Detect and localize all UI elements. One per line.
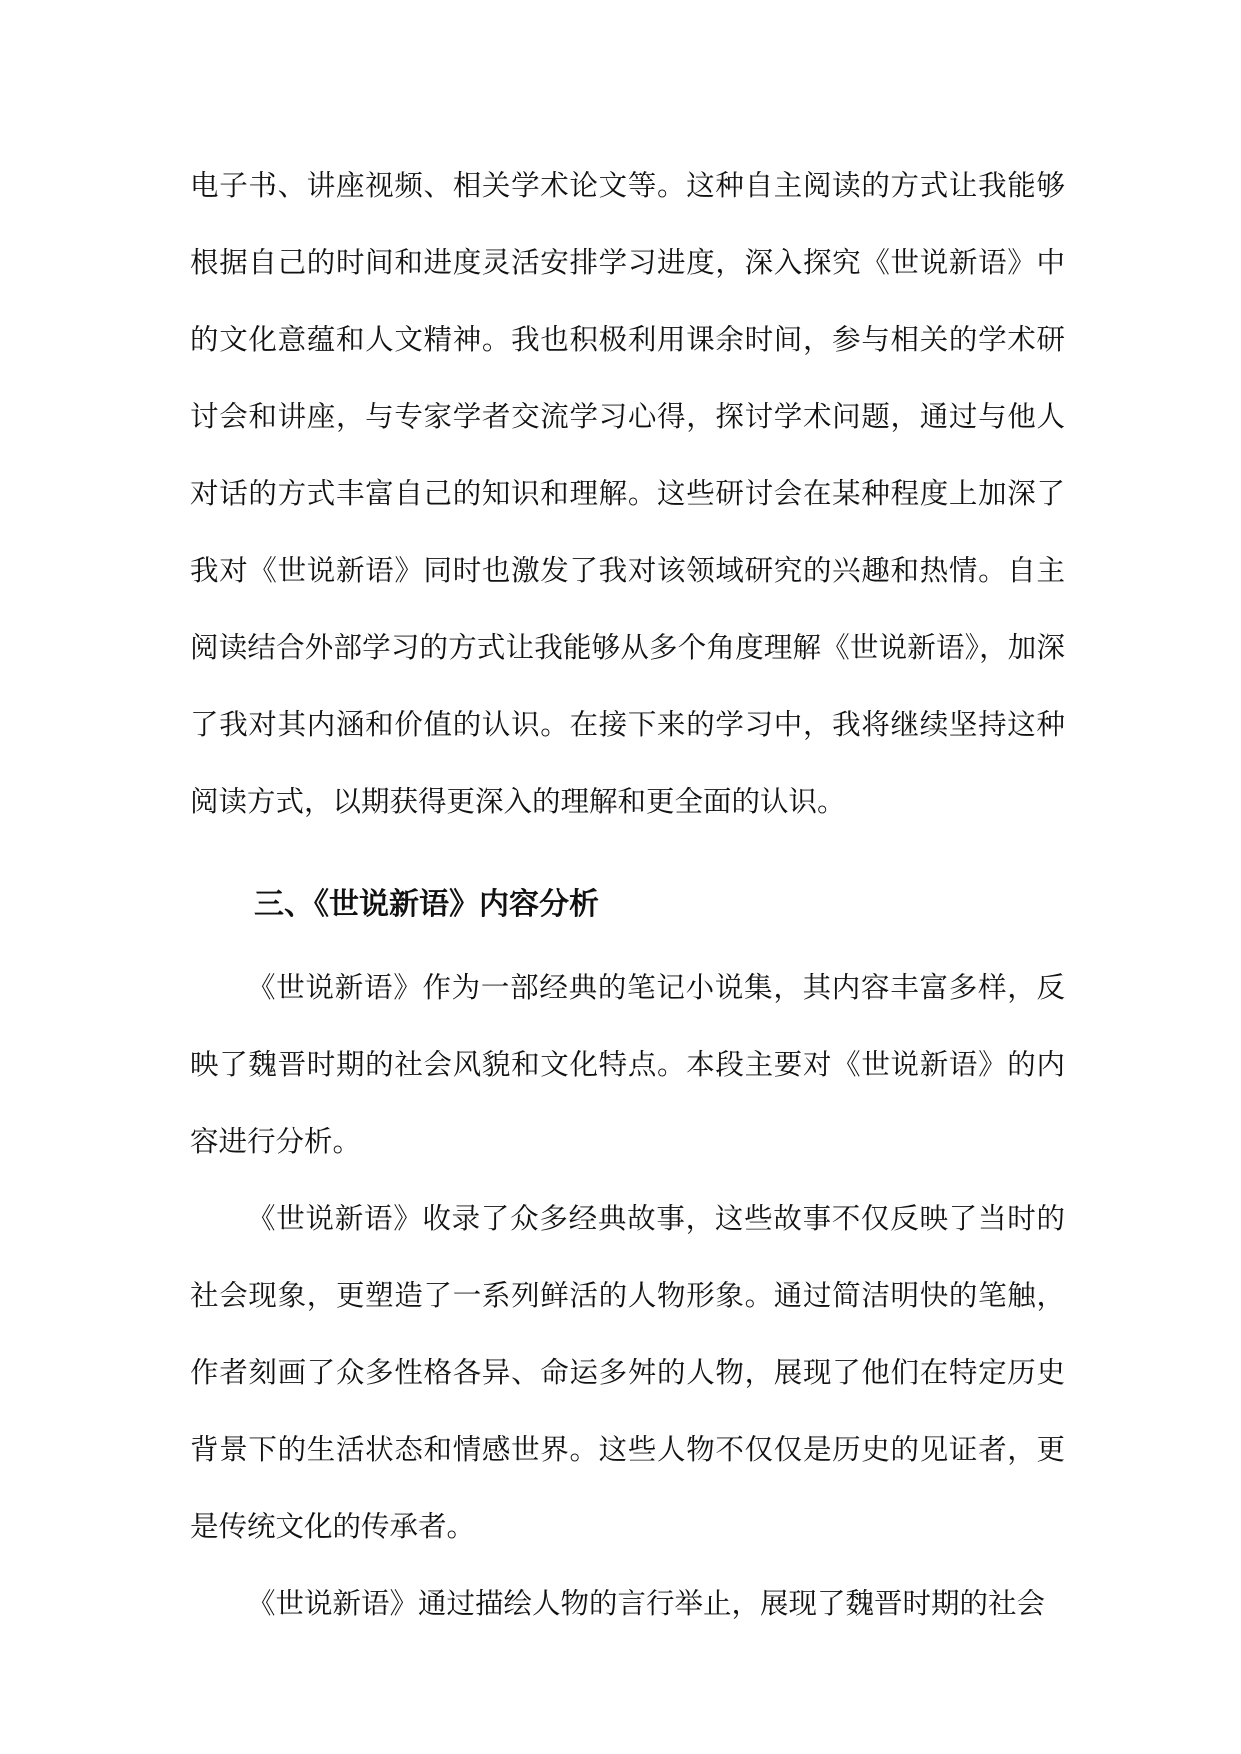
paragraph-3: 《世说新语》通过描绘人物的言行举止，展现了魏晋时期的社会 — [247, 1587, 1046, 1620]
continuation-paragraph: 电子书、讲座视频、相关学术论文等。这种自主阅读的方式让我能够根据自己的时间和进度灵活安排学习进度，深入探究《世说新语》中的文化意蕴和人文精神。我也积极利用课余时间，参与相关的学术研讨会和讲座，与专家学者交流学习心得，探讨学术问题，通过与他人对话的方式丰富自己的知识和理解。这些研讨会在某种程度上加深了我对《世说新语》同时也激发了我对该领域研究的兴趣和热情。自主阅读结合外部学习的方式让我能够从多个角度理解《世说新语》，加深了我对其内涵和价值的认识。在接下来的学习中，我将继续坚持这种阅读方式，以期获得更深入的理解和更全面的认识。 — [190, 169, 1065, 818]
paragraph-2: 《世说新语》收录了众多经典故事，这些故事不仅反映了当时的社会现象，更塑造了一系列鲜活的人物形象。通过简洁明快的笔触，作者刻画了众多性格各异、命运多舛的人物，展现了他们在特定历史背景下的生活状态和情感世界。这些人物不仅仅是历史的见证者，更是传统文化的传承者。 — [190, 1202, 1065, 1543]
section-heading: 三、《世说新语》内容分析 — [254, 887, 599, 922]
document-body — [190, 147, 1065, 1642]
paragraph-1: 《世说新语》作为一部经典的笔记小说集，其内容丰富多样，反映了魏晋时期的社会风貌和文化特点。本段主要对《世说新语》的内容进行分析。 — [190, 971, 1065, 1158]
